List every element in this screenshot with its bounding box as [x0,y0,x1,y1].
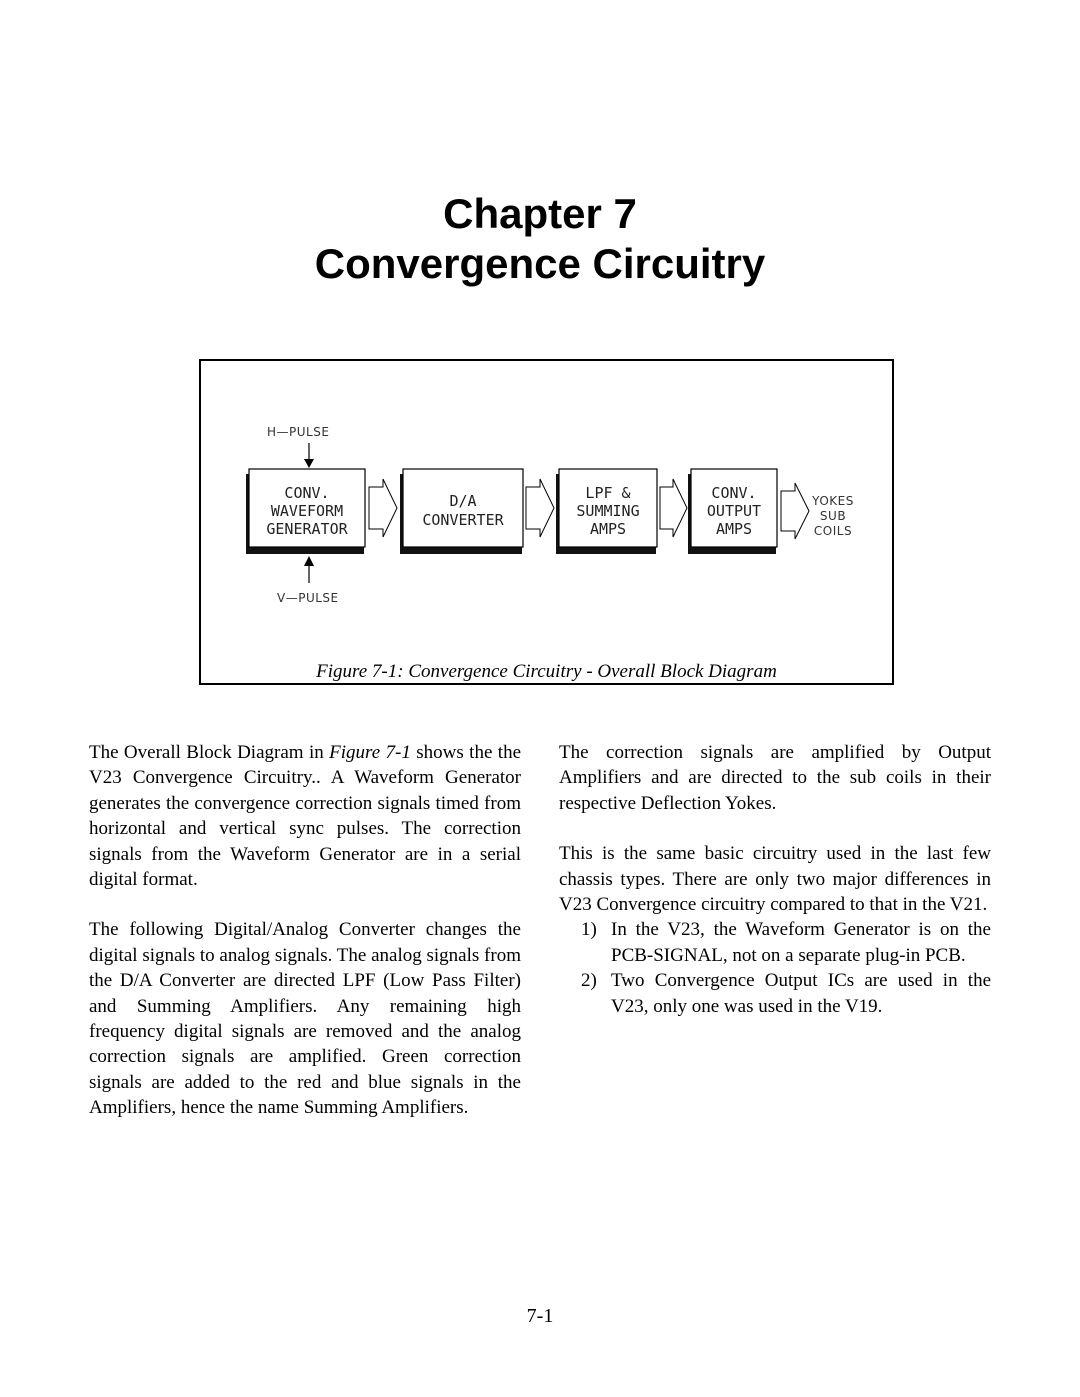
output-label: COILS [813,524,853,538]
page-number: 7-1 [526,1305,554,1327]
left-column [89,740,521,1146]
block-line: CONVERTER [422,511,504,529]
figure-caption: Figure 7-1: Convergence Circuitry - Overall Block Diagram [316,661,777,682]
block-line: OUTPUT [706,502,762,520]
block-line: WAVEFORM [270,502,344,520]
output-label: YOKES [812,494,854,508]
flow-arrow-icon [526,479,554,537]
paragraph-text: The Overall Block Diagram in [89,742,330,763]
v-pulse-label: V—PULSE [277,591,339,605]
flow-arrow-icon [369,479,397,537]
list-item [559,968,991,1019]
block-line: AMPS [715,520,753,538]
block-line: CONV. [711,484,757,502]
block-line: SUMMING [576,502,640,520]
paragraph: This is the same basic circuitry used in the last few chassis types. There are only two major differences in V23 Convergence circuitry compared to that in the V21. [559,843,991,916]
right-column [559,740,991,1019]
block-line: GENERATOR [266,520,348,538]
chapter-title: Convergence Circuitry [314,240,766,287]
block-line: LPF & [585,484,631,502]
block-line: D/A [449,492,477,510]
paragraph: The correction signals are amplified by Output Amplifiers and are directed to the sub coils in their respective Deflection Yokes. [559,742,991,814]
output-label: SUB [819,509,847,523]
flow-arrow-icon [781,483,809,539]
h-pulse-label: H—PULSE [267,425,330,439]
flow-arrow-icon [660,479,687,537]
figure-reference: Figure 7-1 [329,742,411,763]
list-text: Two Convergence Output ICs are used in the V23, only one was used in the V19. [611,970,991,1017]
paragraph-text: shows the the V23 Convergence Circuitry.. A Waveform Generator generates the convergence correction signals timed from horizontal and vertical sync pulses. The correction signals from the Waveform Generator are in a serial digital format. [89,742,521,891]
differences-list [559,917,991,1019]
paragraph: The following Digital/Analog Converter changes the digital signals to analog signals. The analog signals from the D/A Converter are directed LPF (Low Pass Filter) and Summing Amplifiers. Any remaining high frequency digital signals are removed and the analog correction signals are amplified. Green correction signals are added to the red and blue signals in the Amplifiers, hence the name Summing Amplifiers. [89,919,521,1119]
list-text: In the V23, the Waveform Generator is on the PCB-SIGNAL, not on a separate plug-in PCB. [611,919,991,966]
list-item [559,917,991,968]
h-pulse-arrow-icon [304,459,314,468]
block-waveform-generator [246,469,365,554]
block-line: AMPS [589,520,627,538]
v-pulse-arrow-icon [304,556,314,566]
list-number: 1) [581,919,597,941]
block-line: CONV. [284,484,330,502]
block-lpf-summing-amps [556,469,657,554]
figure-7-1 [199,359,894,685]
chapter-number: Chapter 7 [443,190,637,237]
block-da-converter [400,469,523,554]
block-output-amps [688,469,777,554]
list-number: 2) [581,970,597,992]
block-diagram [201,361,892,683]
paragraph [89,740,521,892]
